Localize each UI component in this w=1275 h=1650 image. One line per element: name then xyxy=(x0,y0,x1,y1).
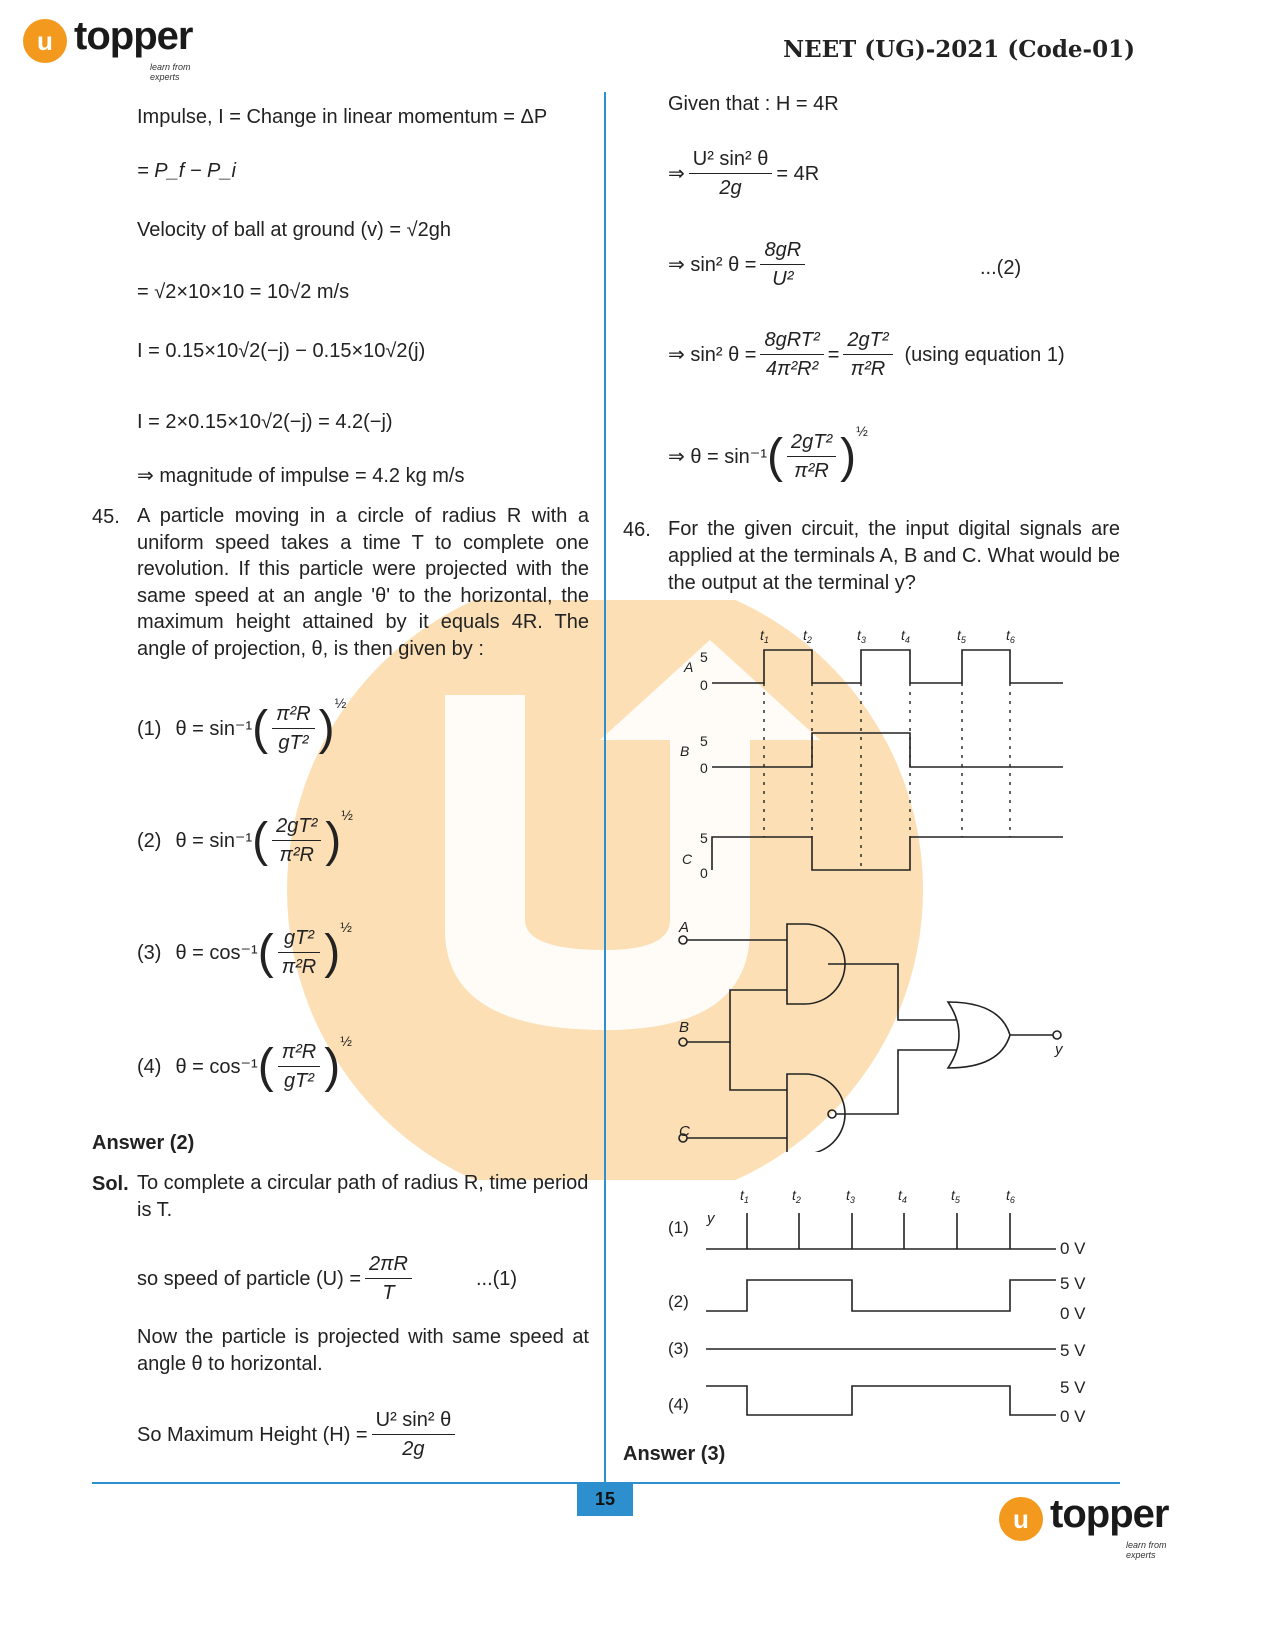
volt-5v-3: 5 V xyxy=(1060,1341,1086,1360)
step3-den1: 4π²R² xyxy=(765,358,819,380)
option-num: π²R xyxy=(278,1038,321,1067)
impulse-calc-2: I = 2×0.15×10√2(−j) = 4.2(−j) xyxy=(137,411,393,433)
option-power: ½ xyxy=(340,1032,352,1049)
max-height-num: U² sin² θ xyxy=(372,1406,456,1435)
step4-num: 2gT² xyxy=(787,428,836,457)
input-c-label: C xyxy=(679,1123,690,1140)
option-den: gT² xyxy=(283,1070,314,1092)
input-b-label: B xyxy=(679,1019,690,1036)
impulse-eq: = P_f − P_i xyxy=(137,160,236,182)
step4-lhs: ⇒ θ = sin⁻¹ xyxy=(668,445,768,468)
step2-num: 8gR xyxy=(760,236,805,265)
option-label: (4) xyxy=(137,1055,162,1078)
option-den: gT² xyxy=(278,732,309,754)
question-46-number: 46. xyxy=(623,519,651,541)
out-t2: $t_2$ xyxy=(792,1187,801,1205)
option-power: ½ xyxy=(341,806,353,823)
output-y-label: y xyxy=(1055,1041,1063,1058)
out-t4: $t_4$ xyxy=(898,1187,907,1205)
wave-option-4 xyxy=(706,1386,1056,1415)
step-2 xyxy=(668,236,809,293)
question-46-text: For the given circuit, the input digital signals are applied at the terminals A, B and C. What would be the output at the terminal y? xyxy=(668,518,1120,594)
c-0: 0 xyxy=(700,865,708,881)
max-height-den: 2g xyxy=(402,1438,425,1460)
option-power: ½ xyxy=(340,918,352,935)
t2-label: $t_2$ xyxy=(803,627,812,645)
logo-text: topper xyxy=(74,14,193,58)
footer-logo-tagline: learn from experts xyxy=(1126,1540,1167,1560)
step1-num: U² sin² θ xyxy=(689,145,773,174)
out-t3: $t_3$ xyxy=(846,1187,855,1205)
option-label: (1) xyxy=(137,717,162,740)
header-logo xyxy=(22,14,222,82)
projected-text: Now the particle is projected with same speed at angle θ to horizontal. xyxy=(137,1326,589,1375)
volt-0v-4: 0 V xyxy=(1060,1407,1086,1426)
option-4[interactable]: (4) θ = cos⁻¹ ( $\frac{\text{π²R}}{\text{gT²}}$ ) ½ xyxy=(137,1038,352,1095)
signal-c-label: C xyxy=(682,851,693,867)
option-power: ½ xyxy=(334,694,347,711)
impulse-magnitude: ⇒ magnitude of impulse = 4.2 kg m/s xyxy=(137,465,465,487)
given-line: Given that : H = 4R xyxy=(668,93,839,115)
answer-46: Answer (3) xyxy=(623,1443,726,1465)
answer-45: Answer (2) xyxy=(92,1132,195,1154)
step2-ref: ...(2) xyxy=(980,257,1022,279)
c-5: 5 xyxy=(700,830,708,846)
page-title: NEET (UG)-2021 (Code-01) xyxy=(783,36,1135,63)
t6-label: $t_6$ xyxy=(1006,627,1015,645)
t1-label: $t_1$ xyxy=(760,627,769,645)
a-5: 5 xyxy=(700,649,708,665)
step4-power: ½ xyxy=(856,422,868,439)
option-den: π²R xyxy=(281,956,317,978)
out-option-4: (4) xyxy=(668,1395,689,1414)
step3-note: (using equation 1) xyxy=(904,343,1065,366)
out-option-1: (1) xyxy=(668,1218,689,1237)
volt-5v-2: 5 V xyxy=(1060,1274,1086,1293)
step4-den: π²R xyxy=(794,460,829,482)
volt-0v-1: 0 V xyxy=(1060,1239,1086,1258)
output-terminal xyxy=(1053,1031,1061,1039)
logo-tagline: learn from experts xyxy=(150,62,191,82)
output-options-diagram xyxy=(660,1180,1100,1450)
step3-num2: 2gT² xyxy=(843,326,892,355)
option-label: (2) xyxy=(137,829,162,852)
option-func: θ = cos⁻¹ xyxy=(175,941,258,964)
out-option-2: (2) xyxy=(668,1292,689,1311)
step1-rhs: = 4R xyxy=(776,162,820,185)
max-height-line xyxy=(137,1406,459,1463)
out-t1: $t_1$ xyxy=(740,1187,749,1205)
question-45-text: A particle moving in a circle of radius R with a uniform speed takes a time T to complete one revolution. If this particle were projected with the same speed at an angle 'θ' to the horizontal, the maximum height attained by it equals 4R. The angle of projection, θ, is then given by : xyxy=(137,505,589,660)
t4-label: $t_4$ xyxy=(901,627,910,645)
impulse-line: Impulse, I = Change in linear momentum = ΔP xyxy=(137,106,548,128)
input-a-label: A xyxy=(679,919,690,936)
logo-u-icon xyxy=(22,18,68,64)
option-den: π²R xyxy=(279,844,314,866)
t5-label: $t_5$ xyxy=(957,627,966,645)
step2-lhs: ⇒ sin² θ = xyxy=(668,253,757,276)
speed-den: T xyxy=(382,1282,395,1304)
option-1[interactable]: (1) θ = sin⁻¹ ( $\frac{\text{π²R}}{\text{gT²}}$ ) ½ xyxy=(137,700,346,757)
velocity-value: = √2×10×10 = 10√2 m/s xyxy=(137,281,350,303)
option-num: π²R xyxy=(272,700,315,729)
step-4: ⇒ θ = sin⁻¹ ( $\frac{\text{2gT²}}{\text{π²R}}$ ) ½ xyxy=(668,428,868,485)
option-func: θ = sin⁻¹ xyxy=(175,829,253,852)
option-num: 2gT² xyxy=(272,812,321,841)
column-divider xyxy=(604,92,606,1482)
volt-5v-4: 5 V xyxy=(1060,1378,1086,1397)
speed-label: so speed of particle (U) = xyxy=(137,1267,361,1290)
b-5: 5 xyxy=(700,733,708,749)
speed-ref: ...(1) xyxy=(475,1267,518,1290)
logic-circuit xyxy=(670,912,1090,1152)
solution-label: Sol. xyxy=(92,1173,129,1195)
volt-0v-2: 0 V xyxy=(1060,1304,1086,1323)
signal-c-wave xyxy=(712,837,1063,870)
max-height-label: So Maximum Height (H) = xyxy=(137,1423,368,1446)
svg-text:u: u xyxy=(1013,1504,1029,1534)
velocity-line: Velocity of ball at ground (v) = √2gh xyxy=(137,219,451,241)
b-0: 0 xyxy=(700,760,708,776)
impulse-calc-1: I = 0.15×10√2(−j) − 0.15×10√2(j) xyxy=(137,340,426,362)
option-label: (3) xyxy=(137,941,162,964)
footer-logo-u-icon xyxy=(998,1496,1044,1542)
question-45-number: 45. xyxy=(92,506,120,528)
t3-label: $t_3$ xyxy=(857,627,866,645)
or-gate xyxy=(948,1002,1010,1068)
signal-a-label: A xyxy=(684,659,694,675)
speed-num: 2πR xyxy=(365,1250,412,1279)
footer-logo xyxy=(998,1492,1198,1560)
svg-text:u: u xyxy=(37,26,53,56)
nand-bubble xyxy=(828,1110,836,1118)
step1-den: 2g xyxy=(719,177,742,199)
page-number: 15 xyxy=(577,1484,633,1516)
a-0: 0 xyxy=(700,677,708,693)
wave-option-2 xyxy=(706,1280,1056,1311)
footer-logo-text: topper xyxy=(1050,1492,1169,1536)
out-option-3: (3) xyxy=(668,1339,689,1358)
step-3: ⇒ sin² θ = $\frac{\text{8gRT²}}{\text{4π²R²}}$ = $\frac{\text{2gT²}}{\text{π²R}}$ (using equation 1) xyxy=(668,326,1065,383)
step3-num1: 8gRT² xyxy=(760,326,823,355)
speed-line xyxy=(137,1250,517,1307)
step3-den2: π²R xyxy=(850,358,886,380)
out-t6: $t_6$ xyxy=(1006,1187,1015,1205)
option-num: gT² xyxy=(278,924,321,953)
signal-a-wave xyxy=(712,650,1063,683)
solution-text: To complete a circular path of radius R, time period is T. xyxy=(137,1172,589,1221)
out-y-label: y xyxy=(707,1210,715,1227)
option-2[interactable]: (2) θ = sin⁻¹ ( $\frac{\text{2gT²}}{\text{π²R}}$ ) ½ xyxy=(137,812,353,869)
option-func: θ = sin⁻¹ xyxy=(175,717,253,740)
option-3[interactable]: (3) θ = cos⁻¹ ( $\frac{\text{gT²}}{\text{π²R}}$ ) ½ xyxy=(137,924,352,981)
step3-lhs: ⇒ sin² θ = xyxy=(668,343,757,366)
option-func: θ = cos⁻¹ xyxy=(175,1055,258,1078)
out-t5: $t_5$ xyxy=(951,1187,960,1205)
signal-b-label: B xyxy=(680,743,690,759)
input-timing-diagram xyxy=(660,620,1080,890)
step-1: ⇒ $\frac{\text{U² sin² θ}}{2g}$ = 4R xyxy=(668,145,819,202)
step2-den: U² xyxy=(772,268,794,290)
